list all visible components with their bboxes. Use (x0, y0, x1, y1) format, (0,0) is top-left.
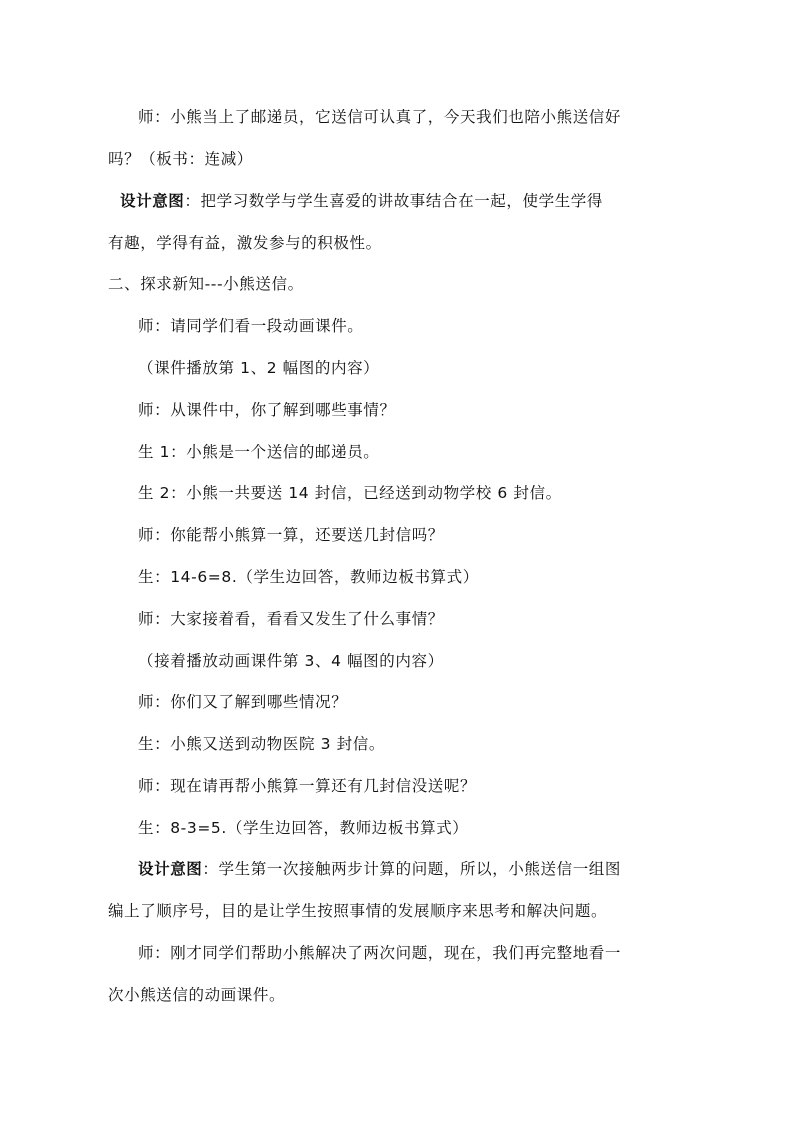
paragraph-line: 师：从课件中，你了解到哪些事情？ (138, 401, 396, 419)
paragraph-line: （课件播放第 1、2 幅图的内容） (138, 359, 380, 377)
paragraph-line: 师：刚才同学们帮助小熊解决了两次问题，现在，我们再完整地看一 (138, 944, 622, 962)
paragraph-line: （接着播放动画课件第 3、4 幅图的内容） (138, 652, 444, 670)
paragraph-line: 师：小熊当上了邮递员，它送信可认真了，今天我们也陪小熊送信好 (138, 108, 622, 126)
paragraph-line: 师：请同学们看一段动画课件。 (138, 317, 364, 335)
paragraph-line: 次小熊送信的动画课件。 (108, 986, 286, 1004)
paragraph-line: 师：大家接着看，看看又发生了什么事情？ (138, 610, 444, 628)
design-intent-label: 设计意图 (138, 860, 203, 878)
paragraph-line: 师：现在请再帮小熊算一算还有几封信没送呢？ (138, 777, 477, 795)
section-heading: 二、探求新知---小熊送信。 (108, 275, 304, 293)
paragraph-line: 生：小熊又送到动物医院 3 封信。 (138, 735, 385, 753)
paragraph-line: 编上了顺序号，目的是让学生按照事情的发展顺序来思考和解决问题。 (108, 902, 608, 920)
paragraph-line: 生：8-3=5.（学生边回答，教师边板书算式） (138, 819, 469, 837)
design-intent-label: 设计意图 (120, 192, 185, 210)
paragraph-line: 师：你能帮小熊算一算，还要送几封信吗？ (138, 526, 444, 544)
design-intent-line: 设计意图：把学习数学与学生喜爱的讲故事结合在一起，使学生学得 (120, 192, 604, 210)
paragraph-line: 吗？（板书：连减） (108, 150, 253, 168)
paragraph-line: 生：14-6=8.（学生边回答，教师边板书算式） (138, 568, 479, 586)
paragraph-line: 有趣，学得有益，激发参与的积极性。 (108, 234, 382, 252)
paragraph-line: 师：你们又了解到哪些情况？ (138, 693, 348, 711)
paragraph-line: 生 1：小熊是一个送信的邮递员。 (138, 443, 380, 461)
paragraph-line: 生 2：小熊一共要送 14 封信，已经送到动物学校 6 封信。 (138, 484, 562, 502)
design-intent-line: 设计意图：学生第一次接触两步计算的问题，所以，小熊送信一组图 (138, 860, 622, 878)
